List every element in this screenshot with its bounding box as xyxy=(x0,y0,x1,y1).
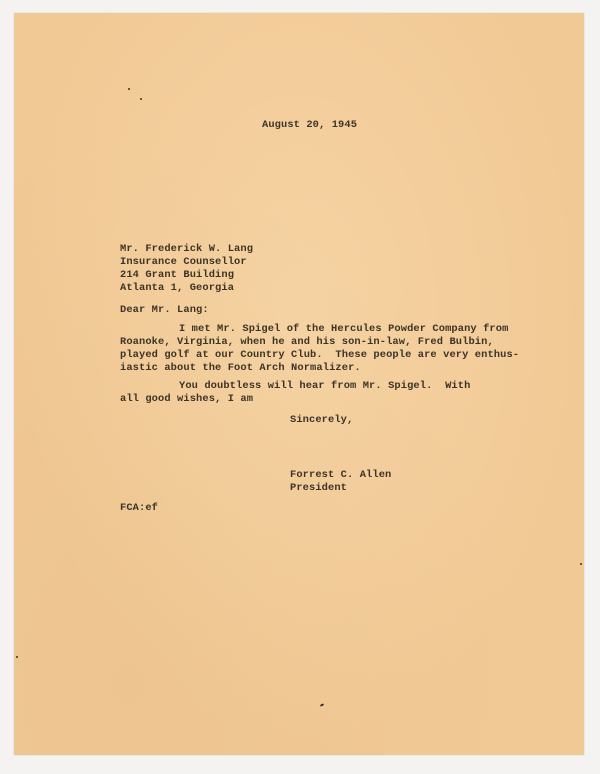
body-line: Roanoke, Virginia, when he and his son-in-law, Fred Bulbin, xyxy=(120,336,494,348)
reference-initials: FCA:ef xyxy=(120,502,159,514)
recipient-city: Atlanta 1, Georgia xyxy=(120,282,235,294)
paper-speck xyxy=(16,656,18,658)
closing: Sincerely, xyxy=(290,414,354,426)
letter-page xyxy=(14,13,584,755)
body-line: all good wishes, I am xyxy=(120,393,254,405)
recipient-name: Mr. Frederick W. Lang xyxy=(120,243,254,255)
body-line: You doubtless will hear from Mr. Spigel. With xyxy=(179,380,471,392)
recipient-title: Insurance Counsellor xyxy=(120,256,247,268)
paper-speck xyxy=(320,703,324,707)
paper-speck xyxy=(140,98,142,100)
paper-speck xyxy=(128,88,130,90)
recipient-street: 214 Grant Building xyxy=(120,269,235,281)
body-line: I met Mr. Spigel of the Hercules Powder Company from xyxy=(179,323,509,335)
signer-name: Forrest C. Allen xyxy=(290,469,392,481)
salutation: Dear Mr. Lang: xyxy=(120,304,209,316)
letter-date: August 20, 1945 xyxy=(262,119,358,131)
paper-speck xyxy=(580,563,582,565)
signer-title: President xyxy=(290,482,348,494)
body-line: iastic about the Foot Arch Normalizer. xyxy=(120,362,361,374)
body-line: played golf at our Country Club. These people are very enthus- xyxy=(120,349,520,361)
